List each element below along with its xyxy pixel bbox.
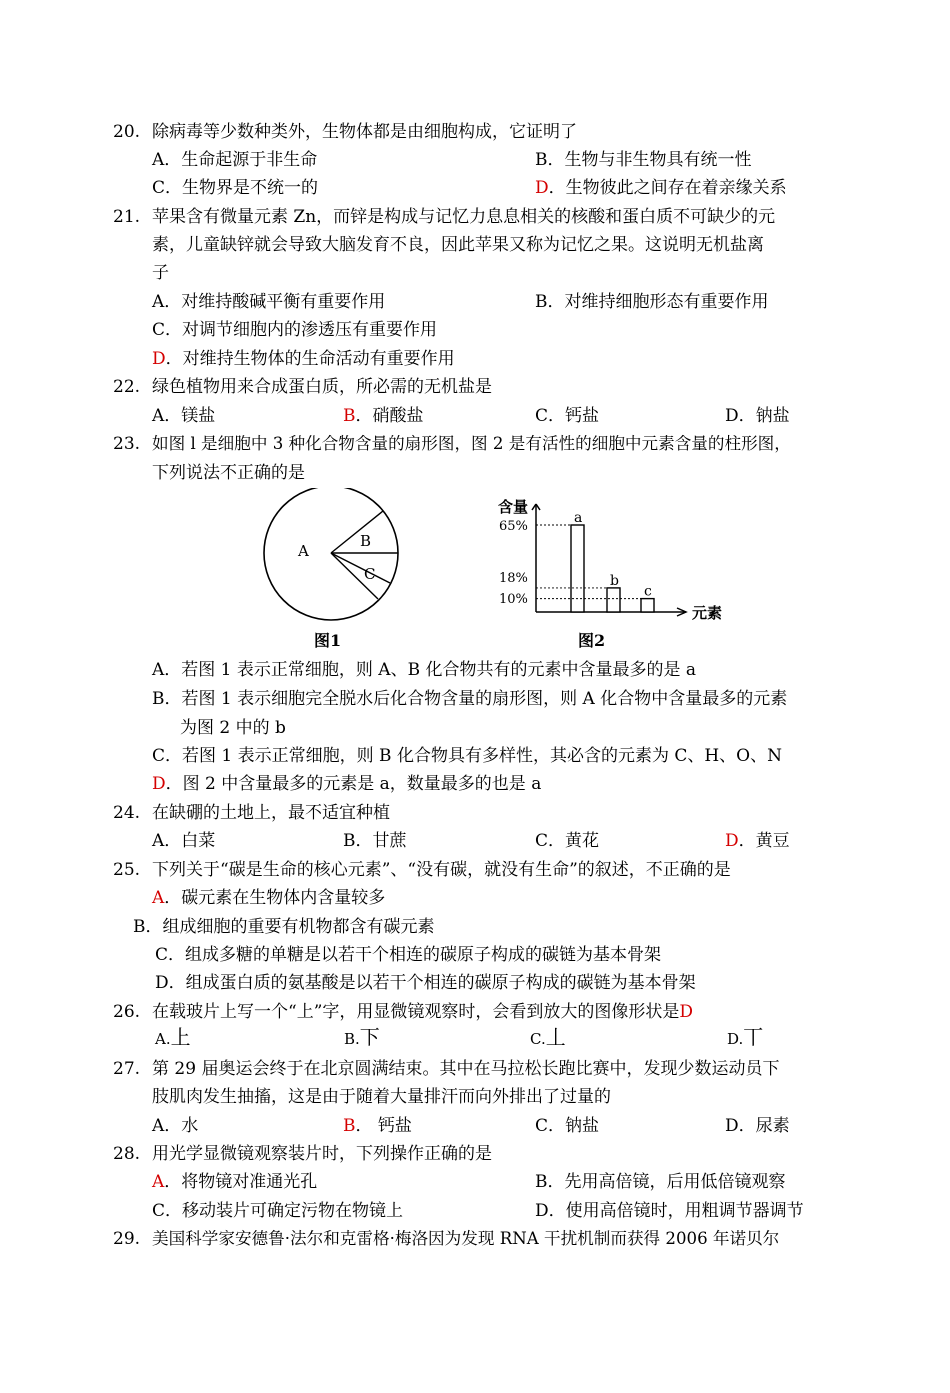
answer-marker: A <box>152 1172 165 1192</box>
q28-option-a: A．将物镜对准通光孔 <box>152 1172 318 1192</box>
q20-option-b: B．生物与非生物具有统一性 <box>535 150 752 170</box>
bar-label-c: c <box>644 583 652 600</box>
pie-label-c: C <box>364 565 376 583</box>
bars-group <box>536 510 654 612</box>
q21-stem-line2: 素，儿童缺锌就会导致大脑发育不良，因此苹果又称为记忆之果。这说明无机盐离 <box>152 235 764 255</box>
q25-option-a: A．碳元素在生物体内含量较多 <box>152 888 386 908</box>
q23-option-c: C．若图 1 表示正常细胞，则 B 化合物具有多样性，其必含的元素为 C、H、O、N <box>152 746 782 766</box>
q23-number: 23. <box>113 434 141 454</box>
q26-option-b: B.下 <box>344 1025 380 1049</box>
figure2-caption: 图2 <box>578 631 606 650</box>
q26-option-a: A.上 <box>155 1025 191 1049</box>
answer-marker: D <box>152 349 166 369</box>
q20-option-d: D．生物彼此之间存在着亲缘关系 <box>535 178 787 198</box>
answer-marker: A <box>152 888 165 908</box>
q24-option-a: A．白菜 <box>152 831 216 851</box>
q28-option-b: B．先用高倍镜，后用低倍镜观察 <box>535 1172 786 1192</box>
bar-label-b: b <box>610 572 619 589</box>
q27-number: 27. <box>113 1059 141 1079</box>
answer-marker: B <box>343 406 356 426</box>
q26-number: 26. <box>113 1002 141 1022</box>
y-tick-10: 10% <box>499 592 528 607</box>
q28-option-d: D．使用高倍镜时，用粗调节器调节 <box>535 1201 804 1221</box>
q23-option-d: D．图 2 中含量最多的元素是 a，数量最多的也是 a <box>152 774 542 794</box>
q23-stem-line1: 如图 l 是细胞中 3 种化合物含量的扇形图，图 2 是有活性的细胞中元素含量的柱形图， <box>152 434 791 453</box>
y-axis-label: 含量 <box>498 498 529 516</box>
x-axis-label: 元素 <box>692 604 723 622</box>
pie-divider-1 <box>331 511 383 553</box>
q21-option-a: A．对维持酸碱平衡有重要作用 <box>152 292 386 312</box>
answer-marker: D <box>679 1002 694 1022</box>
q24-option-c: C．黄花 <box>535 831 600 851</box>
q20-stem: 除病毒等少数种类外，生物体都是由细胞构成，它证明了 <box>152 122 577 142</box>
q22-option-c: C．钙盐 <box>535 406 600 426</box>
q24-stem: 在缺硼的土地上，最不适宜种植 <box>152 803 390 823</box>
q28-number: 28. <box>113 1144 141 1164</box>
q21-number: 21. <box>113 207 141 227</box>
q27-stem-line2: 肢肌肉发生抽搐，这是由于随着大量排汗而向外排出了过量的 <box>152 1087 611 1107</box>
figure1-pie-chart <box>256 488 406 653</box>
q21-option-d: D．对维持生物体的生命活动有重要作用 <box>152 349 455 369</box>
q20-option-c: C．生物界是不统一的 <box>152 178 319 198</box>
pie-divider-3 <box>331 553 390 583</box>
q22-option-b: B．硝酸盐 <box>343 406 424 426</box>
bar-label-a: a <box>574 510 583 526</box>
q27-option-b: B． 钙盐 <box>343 1116 412 1136</box>
q28-option-c: C．移动装片可确定污物在物镜上 <box>152 1201 404 1221</box>
answer-marker: D <box>725 831 739 851</box>
q22-option-a: A．镁盐 <box>152 406 216 426</box>
figure2-bar-chart <box>496 494 736 652</box>
q21-stem-line1: 苹果含有微量元素 Zn，而锌是构成与记忆力息息相关的核酸和蛋白质不可缺少的元 <box>152 207 776 227</box>
q22-number: 22. <box>113 377 141 397</box>
q29-number: 29. <box>113 1229 141 1249</box>
q27-option-d: D．尿素 <box>725 1116 790 1136</box>
answer-marker: D <box>152 774 166 794</box>
pie-label-b: B <box>360 532 372 550</box>
y-tick-65: 65% <box>499 519 528 534</box>
q25-option-b: B．组成细胞的重要有机物都含有碳元素 <box>133 917 435 937</box>
answer-marker: D <box>535 178 549 198</box>
q28-stem: 用光学显微镜观察装片时，下列操作正确的是 <box>152 1144 492 1164</box>
q23-option-b-line2: 为图 2 中的 b <box>180 718 286 738</box>
q24-option-b: B．甘蔗 <box>343 831 407 851</box>
q25-option-d: D．组成蛋白质的氨基酸是以若干个相连的碳原子构成的碳链为基本骨架 <box>155 973 696 993</box>
pie-outline <box>264 488 398 620</box>
q23-stem-line2: 下列说法不正确的是 <box>152 463 305 483</box>
q23-option-a: A．若图 1 表示正常细胞，则 A、B 化合物共有的元素中含量最多的是 a <box>152 660 697 680</box>
y-tick-18: 18% <box>499 571 528 586</box>
q27-option-c: C．钠盐 <box>535 1116 600 1136</box>
q21-option-c: C．对调节细胞内的渗透压有重要作用 <box>152 320 438 340</box>
answer-marker: B <box>343 1116 356 1136</box>
q27-stem-line1: 第 29 届奥运会终于在北京圆满结束。其中在马拉松长跑比赛中，发现少数运动员下 <box>152 1059 780 1079</box>
q22-option-d: D．钠盐 <box>725 406 790 426</box>
q20-option-a: A．生命起源于非生命 <box>152 150 318 170</box>
q20-number: 20. <box>113 122 141 142</box>
q24-number: 24. <box>113 803 141 823</box>
q26-option-d: D.丅 <box>727 1025 764 1049</box>
q26-stem: 在载玻片上写一个“上”字，用显微镜观察时，会看到放大的图像形状是D <box>152 1002 694 1022</box>
q29-stem: 美国科学家安德鲁·法尔和克雷格·梅洛因为发现 RNA 干扰机制而获得 2006 年诺贝尔 <box>152 1229 780 1248</box>
q21-stem-line3: 子 <box>152 263 169 283</box>
q25-stem: 下列关于“碳是生命的核心元素”、“没有碳，就没有生命”的叙述，不正确的是 <box>152 860 731 880</box>
q25-option-c: C．组成多糖的单糖是以若干个相连的碳原子构成的碳链为基本骨架 <box>155 945 662 965</box>
bar-b <box>607 588 620 612</box>
q27-option-a: A．水 <box>152 1116 199 1136</box>
q23-option-b-line1: B．若图 1 表示细胞完全脱水后化合物含量的扇形图，则 A 化合物中含量最多的元素 <box>152 689 788 709</box>
q25-number: 25. <box>113 860 141 880</box>
bar-c <box>641 599 654 612</box>
q22-stem: 绿色植物用来合成蛋白质，所必需的无机盐是 <box>152 377 492 397</box>
q24-option-d: D．黄豆 <box>725 831 790 851</box>
q21-option-b: B．对维持细胞形态有重要作用 <box>535 292 769 312</box>
pie-label-a: A <box>298 542 309 560</box>
figure1-caption: 图1 <box>314 631 342 650</box>
q26-option-c: C.丄 <box>530 1025 566 1049</box>
